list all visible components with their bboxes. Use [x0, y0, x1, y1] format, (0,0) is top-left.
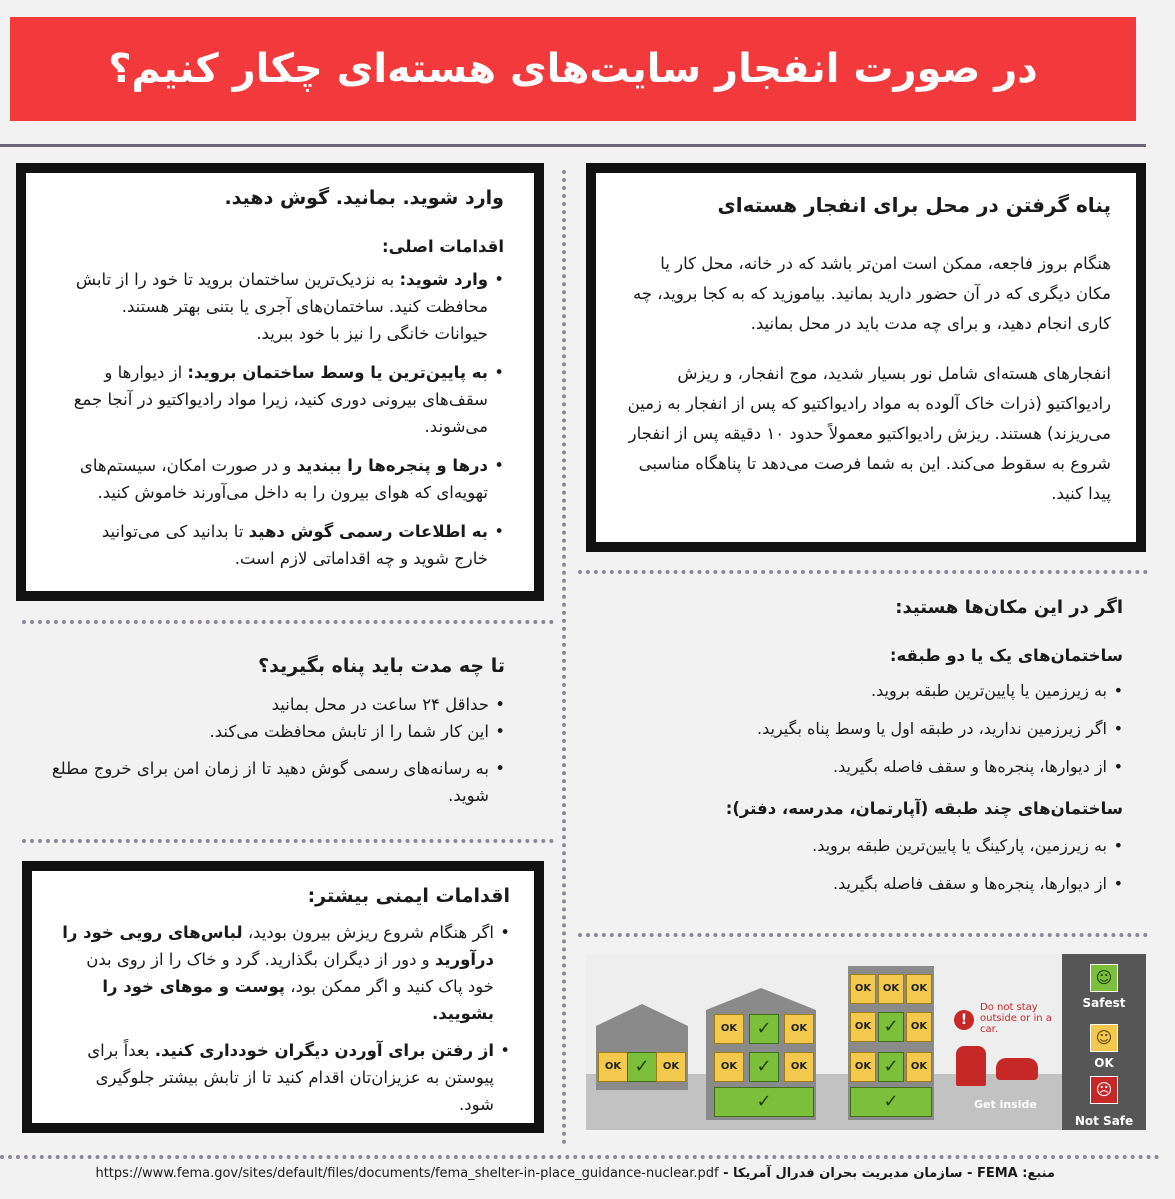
get-in-box — [16, 163, 544, 601]
ok-cell: OK — [656, 1052, 686, 1082]
legend — [1062, 954, 1146, 1130]
shelter-title: پناه گرفتن در محل برای انفجار هسته‌ای — [717, 193, 1111, 217]
ok-cell: OK — [850, 1012, 876, 1042]
list-item: • از دیوارها، پنجره‌ها و سقف فاصله بگیرید. — [600, 874, 1123, 894]
source-label: منبع: FEMA - سازمان مدیریت بحران فدرال آمریکا - — [718, 1166, 1055, 1181]
list-item: • حداقل ۲۴ ساعت در محل بمانید — [40, 691, 505, 718]
safe-cell: ✓ — [878, 1052, 904, 1082]
item-text: از دیوارها و سقف‌های بیرونی دوری کنید، زیرا مواد رادیواکتیو در آنجا جمع می‌شوند. — [73, 363, 488, 436]
column-divider — [562, 170, 566, 1145]
ok-cell: OK — [714, 1014, 744, 1044]
ok-cell: OK — [850, 1052, 876, 1082]
get-in-subtitle: اقدامات اصلی: — [381, 237, 504, 256]
one-two-story-list — [600, 681, 1123, 777]
shelter-paragraph-1: هنگام بروز فاجعه، ممکن است امن‌تر باشد که در خانه، محل کار یا مکان دیگری که در آن حضور دارید بمانید. بیاموزید که به کجا بروید، چه کاری انجام دهید، و برای چه مدت باید در محل بمانید. — [632, 254, 1111, 333]
list-item — [62, 1037, 510, 1118]
divider-footer — [0, 1155, 1160, 1159]
safe-basement: ✓ — [714, 1087, 814, 1117]
how-long-section — [40, 655, 505, 809]
item-text: و در صورت امکان، سیستم‌های تهویه‌ای که هوای بیرون را به داخل می‌آورند خاموش کنید. — [79, 456, 488, 502]
legend-ok: OK — [1094, 1056, 1114, 1070]
how-long-title: تا چه مدت باید پناه بگیرید؟ — [258, 655, 505, 677]
bold-text: لباس‌های رویی خود را درآورید — [62, 923, 494, 969]
ok-cell: OK — [878, 974, 904, 1004]
safe-cell: ✓ — [749, 1052, 779, 1082]
safe-basement: ✓ — [850, 1087, 932, 1117]
list-item — [66, 266, 504, 347]
list-item: • اگر زیرزمین ندارید، در طبقه اول یا وسط پناه بگیرید. — [600, 719, 1123, 739]
shelter-paragraph-2: انفجارهای هسته‌ای شامل نور بسیار شدید، موج انفجار، و ریزش رادیواکتیو (ذرات خاک آلوده به مواد رادیواکتیو که پس از انفجار به زمین می‌ریزند) هستند. ریزش رادیواکتیو معمولاً حدود ۱۰ دقیقه پس از انفجار شروع به سقوط می‌کند. این به شما فرصت می‌دهد تا پناهگاه مناسبی پیدا کنید. — [627, 364, 1111, 503]
bold-lead: از رفتن برای آوردن دیگران خودداری کنید. — [154, 1041, 494, 1060]
warning-icon: ! — [954, 1010, 974, 1030]
ok-cell: OK — [906, 974, 932, 1004]
ok-icon: ☺ — [1090, 1024, 1118, 1052]
ok-cell: OK — [598, 1052, 628, 1082]
how-long-list — [40, 691, 505, 809]
footer-source — [80, 1166, 1055, 1181]
item-text: تا بدانید کی می‌توانید خارج شوید و چه اقداماتی لازم است. — [101, 522, 488, 568]
divider-left-1 — [22, 620, 554, 624]
ok-cell: OK — [850, 974, 876, 1004]
header-rule — [0, 144, 1146, 147]
bold-lead: به پایین‌ترین یا وسط ساختمان بروید: — [187, 363, 488, 382]
locations-section — [600, 597, 1123, 894]
page-title: در صورت انفجار سایت‌های هسته‌ای چکار کنیم؟ — [108, 46, 1038, 92]
more-safety-title: اقدامات ایمنی بیشتر: — [307, 885, 510, 907]
get-inside-label: Get inside — [974, 1098, 1037, 1111]
one-two-story-title: ساختمان‌های یک یا دو طبقه: — [889, 646, 1123, 665]
list-item: • از دیوارها، پنجره‌ها و سقف فاصله بگیرید. — [600, 757, 1123, 777]
small-house-roof — [596, 1004, 688, 1026]
source-url[interactable]: https://www.fema.gov/sites/default/files/documents/fema_shelter-in-place_guidance-nuclear.pdf — [95, 1166, 719, 1181]
ok-cell: OK — [906, 1012, 932, 1042]
item-text: به نزدیک‌ترین ساختمان بروید تا خود را از تابش محافظت کنید. ساختمان‌های آجری یا بتنی بهتر هستند. حیوانات خانگی را نیز با خود ببرید. — [75, 270, 488, 343]
list-item: • به زیرزمین یا پایین‌ترین طبقه بروید. — [600, 681, 1123, 701]
multi-story-list — [600, 836, 1123, 894]
ok-cell: OK — [906, 1052, 932, 1082]
divider-right-1 — [578, 570, 1148, 574]
list-item: • به رسانه‌های رسمی گوش دهید تا از زمان امن برای خروج مطلع شوید. — [40, 755, 505, 809]
list-item — [66, 359, 504, 440]
shelter-box — [586, 163, 1146, 552]
ok-cell: OK — [714, 1052, 744, 1082]
item-text: بعداً برای پیوستن به عزیزان‌تان اقدام کنید تا از تابش بیشتر جلوگیری شود. — [87, 1041, 494, 1114]
medium-building-roof — [706, 988, 816, 1010]
bold-lead: به اطلاعات رسمی گوش دهید — [248, 522, 488, 541]
safest-icon: ☺ — [1090, 964, 1118, 992]
more-safety-list — [62, 919, 510, 1118]
item-text: و دور از دیگران بگذارید. گرد و خاک را از روی بدن خود پاک کنید و اگر ممکن بود، — [86, 950, 494, 996]
safe-cell: ✓ — [749, 1014, 779, 1044]
list-item: • به زیرزمین، پارکینگ یا پایین‌ترین طبقه بروید. — [600, 836, 1123, 856]
get-in-title: وارد شوید. بمانید. گوش دهید. — [224, 187, 504, 209]
get-in-list — [66, 266, 504, 572]
list-item — [66, 518, 504, 572]
divider-left-2 — [22, 839, 554, 843]
legend-not-safe: Not Safe — [1074, 1114, 1134, 1128]
bold-lead: وارد شوید: — [399, 270, 488, 289]
multi-story-title: ساختمان‌های چند طبقه (آپارتمان، مدرسه، دفتر): — [725, 799, 1123, 818]
list-item — [62, 919, 510, 1027]
people-icon — [956, 1046, 986, 1086]
not-safe-icon: ☹ — [1090, 1076, 1118, 1104]
car-icon — [996, 1058, 1038, 1080]
divider-right-2 — [578, 933, 1148, 937]
bold-text: پوست و موهای خود را بشویید. — [102, 977, 494, 1023]
safe-cell: ✓ — [878, 1012, 904, 1042]
item-text: اگر هنگام شروع ریزش بیرون بودید، — [242, 923, 494, 942]
more-safety-box — [22, 861, 544, 1133]
shelter-illustration — [586, 954, 1146, 1130]
legend-safest: Safest — [1082, 996, 1126, 1010]
locations-title: اگر در این مکان‌ها هستید: — [895, 597, 1123, 618]
ok-cell: OK — [784, 1052, 814, 1082]
title-banner — [10, 17, 1136, 121]
ok-cell: OK — [784, 1014, 814, 1044]
warning-text: Do not stay outside or in a car. — [980, 1002, 1052, 1035]
list-item — [66, 452, 504, 506]
safe-cell: ✓ — [627, 1052, 657, 1082]
bold-lead: درها و پنجره‌ها را ببندید — [296, 456, 488, 475]
list-item: • این کار شما را از تابش محافظت می‌کند. — [40, 718, 505, 745]
